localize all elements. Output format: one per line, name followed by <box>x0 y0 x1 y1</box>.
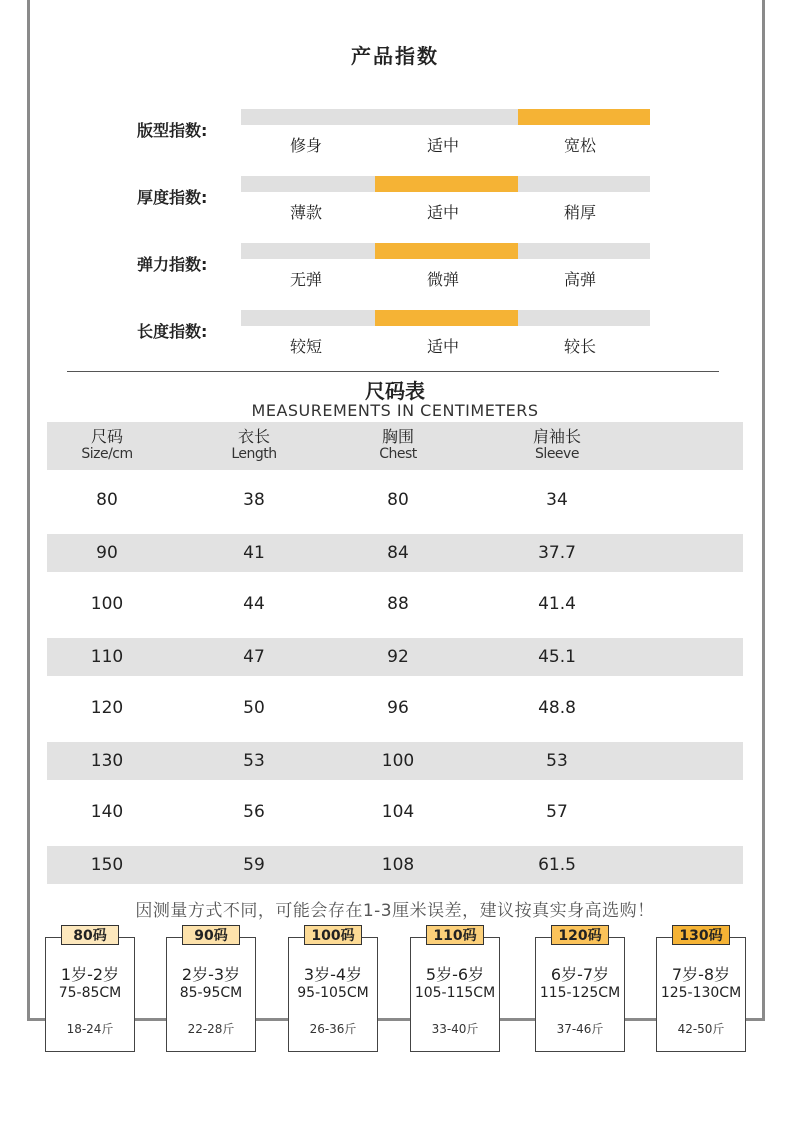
index-option: 适中 <box>426 136 459 155</box>
card-weight: 33-40斤 <box>431 1022 479 1036</box>
size-table-header <box>47 422 743 470</box>
table-cell: 90 <box>96 543 118 563</box>
size-card <box>656 937 746 1052</box>
index-bar-active-segment <box>375 243 518 259</box>
index-bar-segment <box>375 109 518 125</box>
table-cell: 120 <box>90 698 124 718</box>
size-card <box>45 937 135 1052</box>
table-cell: 61.5 <box>538 855 576 875</box>
table-cell: 150 <box>90 855 124 875</box>
table-cell: 80 <box>96 490 118 510</box>
table-row <box>47 689 743 727</box>
card-height: 125-130CM <box>660 985 742 1001</box>
index-bar-segment <box>518 176 650 192</box>
page-title: 产品指数 <box>351 44 439 68</box>
index-option: 修身 <box>289 136 322 155</box>
table-row <box>47 534 743 572</box>
table-cell: 41.4 <box>538 594 576 614</box>
size-badge: 100码 <box>304 925 362 945</box>
table-cell: 38 <box>243 490 265 510</box>
card-weight: 42-50斤 <box>677 1022 725 1036</box>
index-option: 薄款 <box>289 203 322 222</box>
card-weight: 26-36斤 <box>309 1022 357 1036</box>
index-option: 较短 <box>289 337 322 356</box>
index-row <box>0 310 790 370</box>
index-bar-segment <box>518 310 650 326</box>
size-chart-title: 尺码表 <box>365 379 425 403</box>
table-cell: 100 <box>90 594 124 614</box>
table-cell: 41 <box>243 543 265 563</box>
table-cell: 80 <box>387 490 409 510</box>
index-option: 适中 <box>426 203 459 222</box>
card-weight: 18-24斤 <box>66 1022 114 1036</box>
index-row <box>0 109 790 169</box>
table-cell: 59 <box>243 855 265 875</box>
card-height: 75-85CM <box>58 985 122 1001</box>
size-badge: 120码 <box>551 925 609 945</box>
table-cell: 100 <box>381 751 415 771</box>
card-age: 2岁-3岁 <box>181 965 241 984</box>
table-row <box>47 793 743 831</box>
index-label: 长度指数: <box>137 322 208 341</box>
index-option: 宽松 <box>563 136 596 155</box>
table-cell: 44 <box>243 594 265 614</box>
size-card <box>288 937 378 1052</box>
size-card <box>410 937 500 1052</box>
index-label: 厚度指数: <box>137 188 208 207</box>
card-weight: 37-46斤 <box>556 1022 604 1036</box>
index-label: 弹力指数: <box>137 255 208 274</box>
size-badge: 80码 <box>61 925 119 945</box>
size-card <box>535 937 625 1052</box>
table-row <box>47 742 743 780</box>
card-age: 1岁-2岁 <box>60 965 120 984</box>
card-age: 3岁-4岁 <box>303 965 363 984</box>
size-badge: 110码 <box>426 925 484 945</box>
card-weight: 22-28斤 <box>187 1022 235 1036</box>
index-bar-segment <box>241 243 375 259</box>
table-cell: 84 <box>387 543 409 563</box>
size-card <box>166 937 256 1052</box>
index-bar-active-segment <box>375 310 518 326</box>
size-badge: 130码 <box>672 925 730 945</box>
index-option: 适中 <box>426 337 459 356</box>
table-cell: 47 <box>243 647 265 667</box>
index-label: 版型指数: <box>137 121 208 140</box>
table-cell: 140 <box>90 802 124 822</box>
card-height: 85-95CM <box>179 985 243 1001</box>
table-cell: 130 <box>90 751 124 771</box>
table-cell: 108 <box>381 855 415 875</box>
table-cell: 92 <box>387 647 409 667</box>
card-age: 6岁-7岁 <box>550 965 610 984</box>
index-bar-segment <box>241 176 375 192</box>
table-cell: 88 <box>387 594 409 614</box>
table-cell: 110 <box>90 647 124 667</box>
table-row <box>47 585 743 623</box>
header-length: 衣长 Length <box>231 427 277 462</box>
index-bar-active-segment <box>518 109 650 125</box>
table-cell: 56 <box>243 802 265 822</box>
card-age: 7岁-8岁 <box>671 965 731 984</box>
measurement-note: 因测量方式不同，可能会存在1-3厘米误差，建议按真实身高选购！ <box>135 901 655 921</box>
header-chest: 胸围 Chest <box>379 427 417 462</box>
card-age: 5岁-6岁 <box>425 965 485 984</box>
table-cell: 50 <box>243 698 265 718</box>
size-chart-subtitle: MEASUREMENTS IN CENTIMETERS <box>251 401 539 420</box>
index-option: 高弹 <box>563 270 596 289</box>
section-divider <box>67 371 719 372</box>
index-option: 无弹 <box>289 270 322 289</box>
index-option: 稍厚 <box>563 203 596 222</box>
index-bar-active-segment <box>375 176 518 192</box>
card-height: 105-115CM <box>414 985 496 1001</box>
table-cell: 96 <box>387 698 409 718</box>
index-row <box>0 176 790 236</box>
size-badge: 90码 <box>182 925 240 945</box>
table-row <box>47 638 743 676</box>
table-cell: 37.7 <box>538 543 576 563</box>
index-bar-segment <box>241 310 375 326</box>
table-cell: 34 <box>546 490 568 510</box>
index-bar-segment <box>241 109 375 125</box>
index-row <box>0 243 790 303</box>
table-cell: 53 <box>546 751 568 771</box>
table-cell: 45.1 <box>538 647 576 667</box>
table-cell: 53 <box>243 751 265 771</box>
header-size: 尺码 Size/cm <box>81 427 133 462</box>
card-height: 115-125CM <box>539 985 621 1001</box>
header-sleeve: 肩袖长 Sleeve <box>532 427 581 462</box>
index-option: 微弹 <box>426 270 459 289</box>
table-cell: 57 <box>546 802 568 822</box>
card-height: 95-105CM <box>297 985 369 1001</box>
index-option: 较长 <box>563 337 596 356</box>
table-row <box>47 481 743 519</box>
table-cell: 48.8 <box>538 698 576 718</box>
index-bar-segment <box>518 243 650 259</box>
table-cell: 104 <box>381 802 415 822</box>
table-row <box>47 846 743 884</box>
